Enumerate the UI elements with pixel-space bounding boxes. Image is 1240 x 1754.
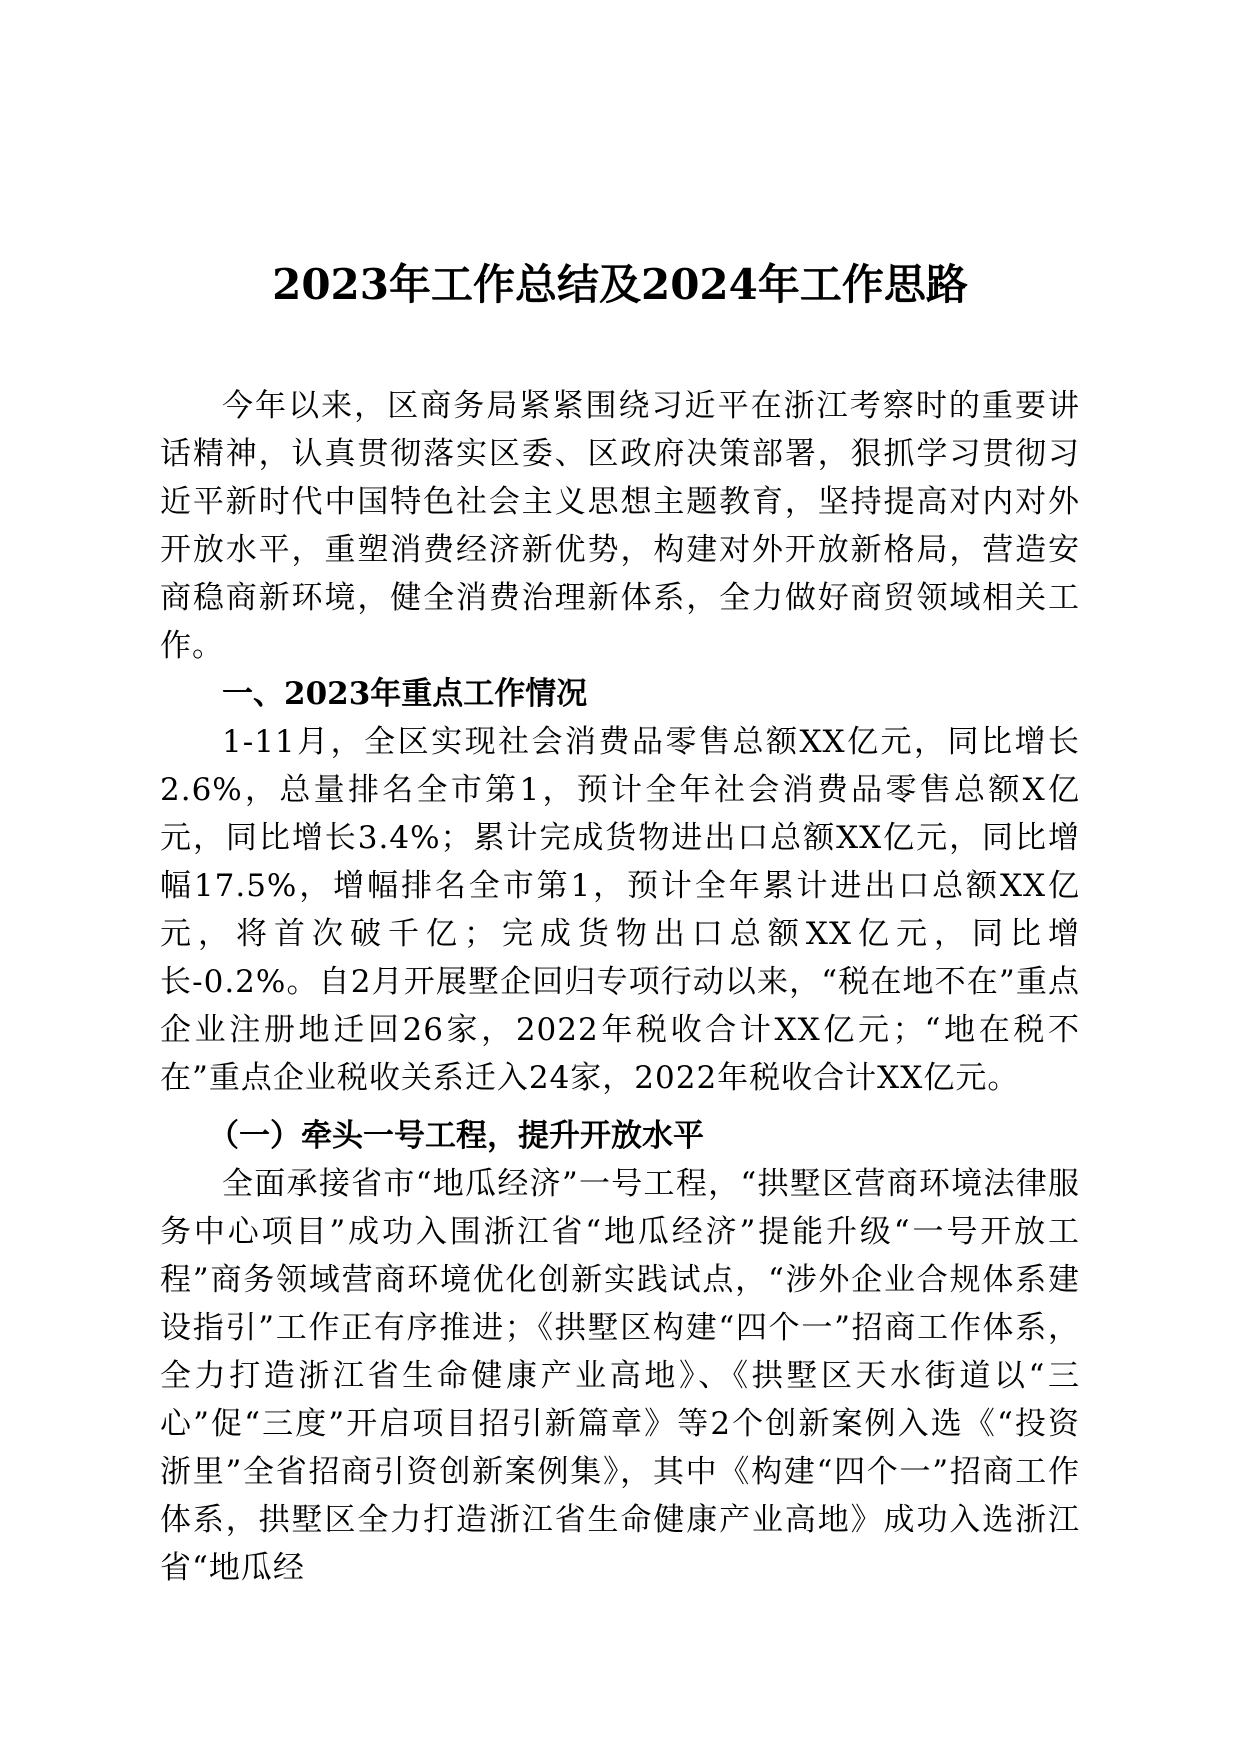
section-paragraph: 1-11月，全区实现社会消费品零售总额XX亿元，同比增长2.6%，总量排名全市第1，预计全年社会消费品零售总额X亿元，同比增长3.4%；累计完成货物进出口总额XX亿元，同比增幅17.5%，增幅排名全市第1，预计全年累计进出口总额XX亿元，将首次破千亿；完成货物出口总额XX亿元，同比增长-0.2%。自2月开展墅企回归专项行动以来，“税在地不在”重点企业注册地迁回26家，2022年税收合计XX亿元；“地在税不在”重点企业税收关系迁入24家，2022年税收合计XX亿元。	[160, 724, 1080, 1096]
subsection-paragraph: 全面承接省市“地瓜经济”一号工程，“拱墅区营商环境法律服务中心项目”成功入围浙江省“地瓜经济”提能升级“一号开放工程”商务领域营商环境优化创新实践试点，“涉外企业合规体系建设指引”工作正有序推进；《拱墅区构建“四个一”招商工作体系，全力打造浙江省生命健康产业高地》、《拱墅区天水街道以“三心”促“三度”开启项目招引新篇章》等2个创新案例入选《“投资浙里”全省招商引资创新案例集》，其中《构建“四个一”招商工作体系，拱墅区全力打造浙江省生命健康产业高地》成功入选浙江省“地瓜经	[160, 1166, 1080, 1586]
section-heading: 一、2023年重点工作情况	[222, 676, 588, 712]
document-title: 2023年工作总结及2024年工作思路	[272, 260, 968, 309]
document-body	[160, 382, 1080, 1592]
subsection-heading: （一）牵头一号工程，提升开放水平	[208, 1118, 704, 1154]
intro-paragraph: 今年以来，区商务局紧紧围绕习近平在浙江考察时的重要讲话精神，认真贯彻落实区委、区政府决策部署，狠抓学习贯彻习近平新时代中国特色社会主义思想主题教育，坚持提高对内对外开放水平，重塑消费经济新优势，构建对外开放新格局，营造安商稳商新环境，健全消费治理新体系，全力做好商贸领域相关工作。	[160, 388, 1080, 664]
